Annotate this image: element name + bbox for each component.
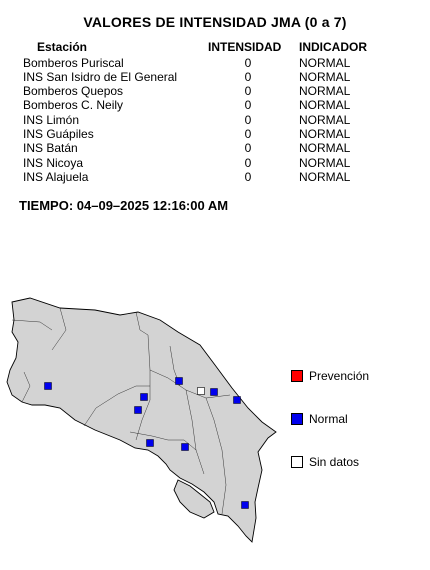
- table-row: [0, 113, 430, 127]
- legend-swatch: [291, 456, 303, 468]
- station-marker: [234, 397, 241, 404]
- station-name: INS Alajuela: [23, 169, 89, 184]
- costa-rica-map: [0, 290, 290, 555]
- header-station: Estación: [37, 40, 88, 54]
- intensity-value: 0: [244, 141, 252, 156]
- station-name: INS Guápiles: [23, 127, 94, 141]
- indicator-value: NORMAL: [299, 112, 351, 127]
- station-marker: [147, 440, 154, 447]
- legend-label: Sin datos: [309, 455, 360, 469]
- indicator-value: NORMAL: [299, 69, 351, 84]
- country-shape: [7, 298, 276, 542]
- table-row: [0, 141, 430, 155]
- table-row: [0, 70, 430, 84]
- intensity-value: 0: [244, 127, 252, 141]
- intensity-value: 0: [244, 69, 252, 84]
- table-row: [0, 156, 430, 170]
- intensity-value: 0: [244, 55, 252, 70]
- legend-label: Prevención: [309, 369, 370, 383]
- indicator-value: NORMAL: [299, 127, 351, 141]
- station-name: INS Limón: [23, 112, 80, 127]
- legend-label: Normal: [309, 412, 348, 426]
- intensity-value: 0: [244, 98, 252, 113]
- legend-swatch: [291, 413, 303, 425]
- station-name: Bomberos C. Neily: [23, 98, 124, 113]
- table-row: [0, 84, 430, 98]
- station-marker: [242, 502, 249, 509]
- indicator-value: NORMAL: [299, 98, 351, 113]
- station-name: INS Batán: [23, 141, 78, 156]
- table-row: [0, 56, 430, 70]
- station-marker: [176, 378, 183, 385]
- station-name: INS San Isidro de El General: [23, 69, 178, 84]
- intensity-value: 0: [244, 112, 252, 127]
- header-intensity: INTENSIDAD: [208, 40, 282, 54]
- header-indicator: INDICADOR: [299, 40, 367, 54]
- table-row: [0, 98, 430, 112]
- station-marker: [211, 389, 218, 396]
- table-row: [0, 127, 430, 141]
- table-header: [0, 40, 430, 54]
- station-marker: [135, 407, 142, 414]
- intensity-value: 0: [244, 155, 252, 170]
- station-name: INS Nicoya: [23, 155, 84, 170]
- intensity-value: 0: [244, 169, 252, 184]
- indicator-value: NORMAL: [299, 155, 351, 170]
- station-name: Bomberos Quepos: [23, 84, 124, 99]
- timestamp-label: TIEMPO: 04–09–2025 12:16:00 AM: [19, 198, 229, 213]
- intensity-value: 0: [244, 84, 252, 99]
- station-name: Bomberos Puriscal: [23, 55, 124, 70]
- station-marker: [45, 383, 52, 390]
- station-marker: [141, 394, 148, 401]
- table-row: [0, 170, 430, 184]
- page-title: VALORES DE INTENSIDAD JMA (0 a 7): [83, 14, 347, 30]
- station-marker-no-data: [198, 388, 205, 395]
- indicator-value: NORMAL: [299, 55, 351, 70]
- indicator-value: NORMAL: [299, 84, 351, 99]
- station-marker: [182, 444, 189, 451]
- legend-swatch: [291, 370, 303, 382]
- indicator-value: NORMAL: [299, 141, 351, 156]
- indicator-value: NORMAL: [299, 169, 351, 184]
